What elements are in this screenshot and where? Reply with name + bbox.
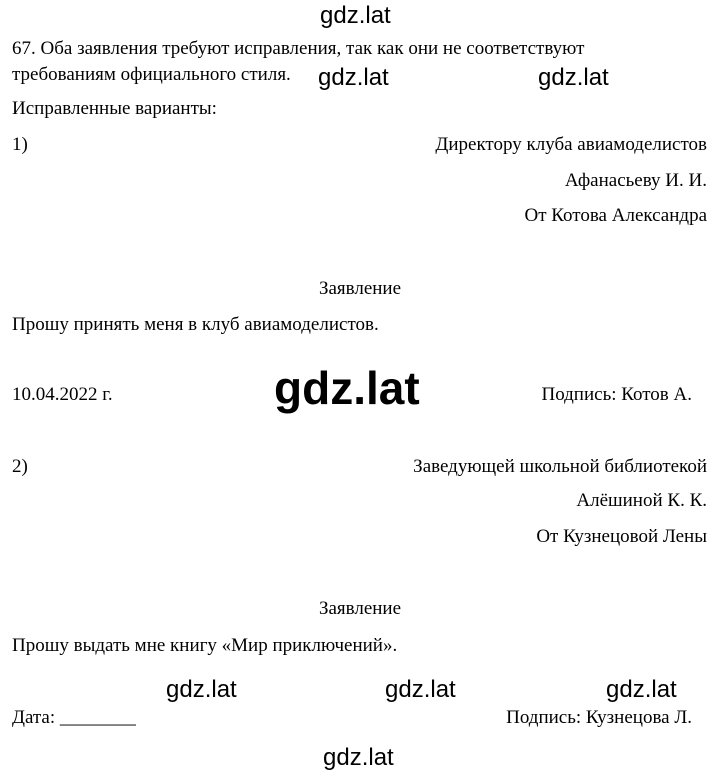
app2-title: Заявление <box>318 598 402 619</box>
watermark-top: gdz.lat <box>320 2 391 29</box>
app1-number: 1) <box>12 134 28 155</box>
app1-date: 10.04.2022 г. <box>12 384 113 405</box>
app2-addressee-line-2: Алёшиной К. К. <box>576 490 707 511</box>
watermark-intro-left: gdz.lat <box>318 64 389 91</box>
app2-date: Дата: ________ <box>12 707 136 728</box>
app1-addressee-line-2: Афанасьеву И. И. <box>564 170 707 191</box>
app2-from: От Кузнецовой Лены <box>536 526 707 547</box>
corrected-variants-label: Исправленные варианты: <box>12 98 217 119</box>
intro-line-2: требованиям официального стиля. <box>12 64 291 85</box>
watermark-footer: gdz.lat <box>323 744 394 771</box>
app2-number: 2) <box>12 456 28 477</box>
watermark-intro-right: gdz.lat <box>538 64 609 91</box>
app2-body: Прошу выдать мне книгу «Мир приключений». <box>12 635 398 656</box>
app2-signature: Подпись: Кузнецова Л. <box>506 707 692 728</box>
watermark-bottom-center: gdz.lat <box>385 676 456 703</box>
app1-from: От Котова Александра <box>524 205 707 226</box>
intro-line-1: 67. Оба заявления требуют исправления, так как они не соответствуют <box>12 38 585 59</box>
watermark-bottom-left: gdz.lat <box>166 676 237 703</box>
app1-body: Прошу принять меня в клуб авиамоделистов. <box>12 314 379 335</box>
watermark-bottom-right: gdz.lat <box>606 676 677 703</box>
app2-addressee-line-1: Заведующей школьной библиотекой <box>413 456 707 477</box>
app1-addressee-line-1: Директору клуба авиамоделистов <box>435 134 707 155</box>
app1-title: Заявление <box>318 278 402 299</box>
app1-signature: Подпись: Котов А. <box>541 384 692 405</box>
watermark-large: gdz.lat <box>274 362 420 414</box>
